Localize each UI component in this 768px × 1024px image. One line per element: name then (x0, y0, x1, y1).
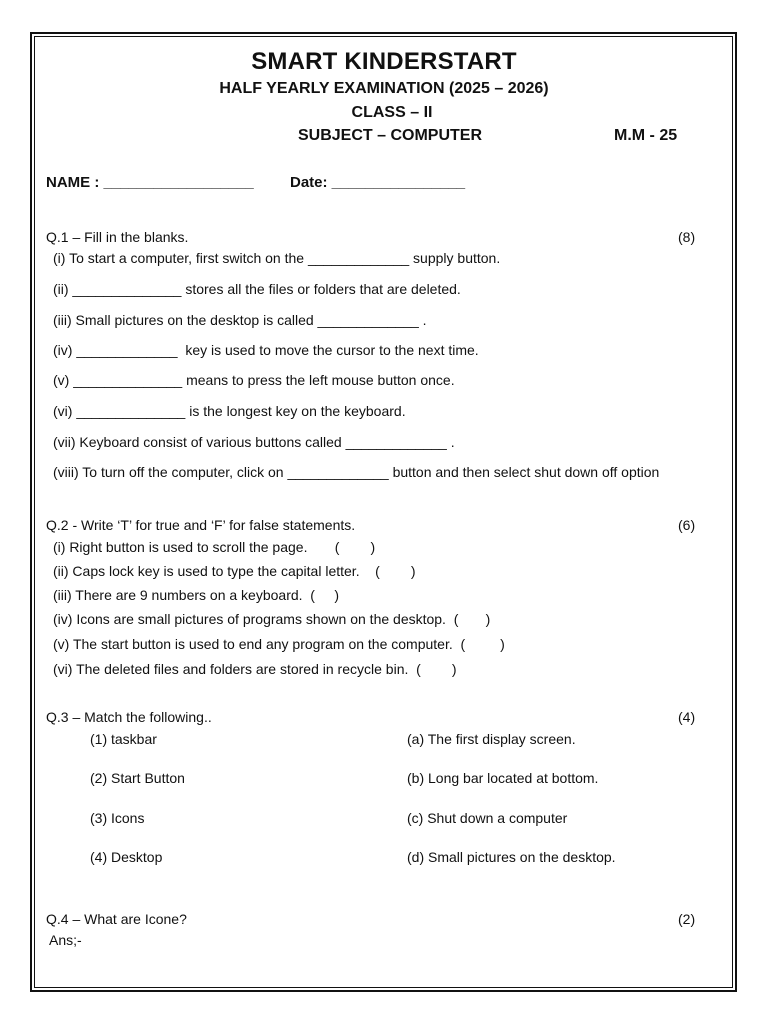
match-right-item: (a) The first display screen. (407, 731, 576, 747)
q3-title: Q.3 – Match the following.. (46, 709, 212, 725)
q4-answer-label: Ans;- (49, 932, 82, 948)
q2-item: (iv) Icons are small pictures of programs shown on the desktop. ( ) (53, 611, 491, 627)
match-left-item: (3) Icons (90, 810, 145, 826)
match-right-item: (b) Long bar located at bottom. (407, 770, 599, 786)
name-field: NAME : __________________ (46, 174, 254, 191)
school-name: SMART KINDERSTART (251, 48, 517, 75)
q2-title: Q.2 - Write ‘T’ for true and ‘F’ for false statements. (46, 517, 356, 533)
q2-item: (i) Right button is used to scroll the page. ( ) (53, 539, 376, 555)
q3-marks: (4) (678, 709, 696, 725)
q1-item: (i) To start a computer, first switch on the _____________ supply button. (53, 250, 501, 266)
q1-item: (ii) ______________ stores all the files or folders that are deleted. (53, 281, 461, 297)
match-right-item: (d) Small pictures on the desktop. (407, 849, 616, 865)
subject-label: SUBJECT – COMPUTER (298, 127, 483, 144)
q2-item: (v) The start button is used to end any program on the computer. ( ) (53, 636, 505, 652)
q2-marks: (6) (678, 517, 696, 533)
q1-item: (vii) Keyboard consist of various buttons called _____________ . (53, 434, 455, 450)
q2-item: (ii) Caps lock key is used to type the capital letter. ( ) (53, 563, 416, 579)
match-right-item: (c) Shut down a computer (407, 810, 568, 826)
q1-marks: (8) (678, 229, 696, 245)
max-marks: M.M - 25 (614, 127, 678, 144)
exam-title: HALF YEARLY EXAMINATION (2025 – 2026) (219, 80, 549, 97)
q1-item: (v) ______________ means to press the left mouse button once. (53, 372, 455, 388)
q4-marks: (2) (678, 911, 696, 927)
date-field: Date: ________________ (290, 174, 466, 191)
match-left-item: (2) Start Button (90, 770, 185, 786)
q1-item: (viii) To turn off the computer, click on _____________ button and then select shut down off option (53, 464, 660, 480)
q1-item: (iv) _____________ key is used to move the cursor to the next time. (53, 342, 479, 358)
q2-item: (vi) The deleted files and folders are stored in recycle bin. ( ) (53, 661, 457, 677)
match-left-item: (4) Desktop (90, 849, 163, 865)
q1-item: (vi) ______________ is the longest key on the keyboard. (53, 403, 406, 419)
q1-item: (iii) Small pictures on the desktop is called _____________ . (53, 312, 427, 328)
class-label: CLASS – II (351, 104, 433, 121)
q1-title: Q.1 – Fill in the blanks. (46, 229, 189, 245)
match-left-item: (1) taskbar (90, 731, 157, 747)
q4-title: Q.4 – What are Icone? (46, 911, 187, 927)
q2-item: (iii) There are 9 numbers on a keyboard. ( ) (53, 587, 340, 603)
